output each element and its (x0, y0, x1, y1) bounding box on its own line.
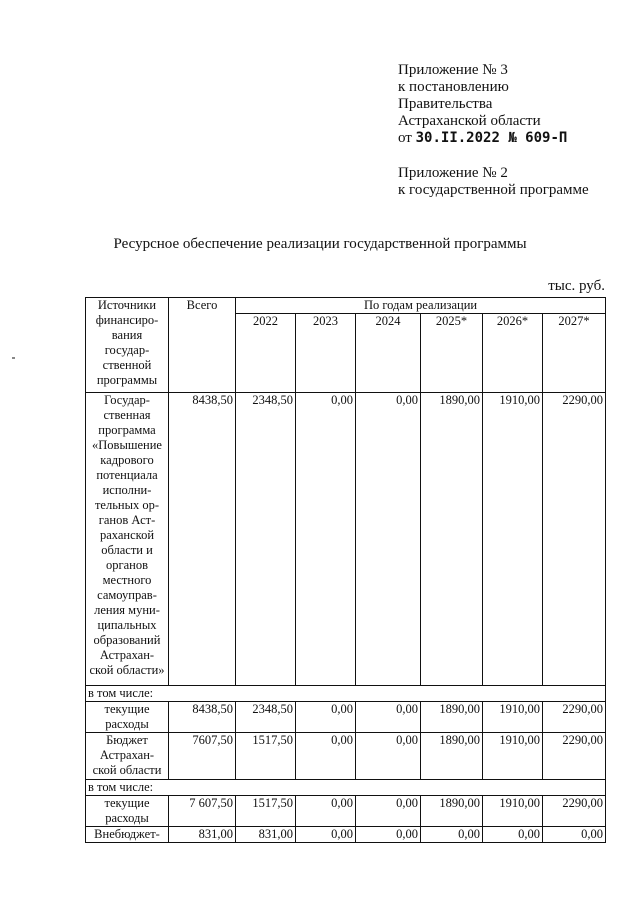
header-total: Всего (169, 298, 236, 393)
header-source: Источники финансиро-вания государ-ственной программы (86, 298, 169, 393)
row-value: 1890,00 (421, 702, 483, 733)
row-value: 0,00 (356, 796, 421, 827)
row-total: 8438,50 (169, 702, 236, 733)
margin-dot (12, 357, 15, 359)
row-value: 2290,00 (543, 733, 606, 780)
table-row-note (86, 686, 606, 702)
row-value: 0,00 (421, 827, 483, 843)
row-value: 1517,50 (236, 733, 296, 780)
row-value: 2290,00 (543, 702, 606, 733)
table-row (86, 733, 606, 780)
table-row (86, 827, 606, 843)
row-value: 2290,00 (543, 796, 606, 827)
resource-table (85, 297, 606, 843)
header-year: 2026* (483, 314, 543, 393)
row-value: 831,00 (236, 827, 296, 843)
row-value: 1910,00 (483, 733, 543, 780)
document-title: Ресурсное обеспечение реализации государственной программы (113, 236, 527, 252)
row-value: 0,00 (483, 827, 543, 843)
row-value: 0,00 (296, 733, 356, 780)
row-value: 0,00 (356, 733, 421, 780)
row-label: Бюджет Астрахан-ской области (86, 733, 169, 780)
row-total: 8438,50 (169, 393, 236, 686)
row-label: текущие расходы (86, 796, 169, 827)
annex-3-block (398, 62, 567, 147)
row-value: 0,00 (356, 702, 421, 733)
row-label: Государ-ственная программа «Повышение кадрового потенциала исполни-тельных ор-ганов Аст-раханской области и органов местного самоуправ-ления муни-ципальных образований Астрахан-ской области» (86, 393, 169, 686)
row-value: 0,00 (296, 796, 356, 827)
annex-2-line2: к государственной программе (398, 182, 589, 198)
row-value: 1910,00 (483, 796, 543, 827)
table-row (86, 796, 606, 827)
header-year: 2024 (356, 314, 421, 393)
annex-3-date (398, 130, 567, 147)
annex-2-title: Приложение № 2 (398, 165, 508, 181)
note-including: в том числе: (86, 686, 606, 702)
row-value: 1910,00 (483, 393, 543, 686)
header-year: 2025* (421, 314, 483, 393)
row-value: 2290,00 (543, 393, 606, 686)
row-value: 1890,00 (421, 393, 483, 686)
header-by-years: По годам реализации (236, 298, 606, 314)
annex-3-title: Приложение № 3 (398, 62, 508, 78)
note-including: в том числе: (86, 780, 606, 796)
header-year: 2022 (236, 314, 296, 393)
annex-2-block (398, 165, 589, 199)
table-row (86, 393, 606, 686)
row-label: Внебюджет- (86, 827, 169, 843)
row-total: 831,00 (169, 827, 236, 843)
row-value: 1890,00 (421, 733, 483, 780)
annex-3-line4: Астраханской области (398, 113, 541, 129)
header-row-1 (86, 298, 606, 314)
header-year: 2027* (543, 314, 606, 393)
row-value: 0,00 (296, 702, 356, 733)
row-value: 0,00 (543, 827, 606, 843)
table-row-note (86, 780, 606, 796)
row-total: 7607,50 (169, 733, 236, 780)
row-value: 1890,00 (421, 796, 483, 827)
table-row (86, 702, 606, 733)
annex-3-line2: к постановлению (398, 79, 509, 95)
row-value: 0,00 (356, 393, 421, 686)
row-label: текущие расходы (86, 702, 169, 733)
row-value: 2348,50 (236, 702, 296, 733)
row-value: 0,00 (296, 393, 356, 686)
header-year: 2023 (296, 314, 356, 393)
units-label: тыс. руб. (548, 278, 605, 294)
row-value: 1517,50 (236, 796, 296, 827)
row-value: 0,00 (356, 827, 421, 843)
row-value: 0,00 (296, 827, 356, 843)
row-value: 1910,00 (483, 702, 543, 733)
date-prefix: от (398, 130, 412, 146)
row-value: 2348,50 (236, 393, 296, 686)
annex-3-line3: Правительства (398, 96, 493, 112)
row-total: 7 607,50 (169, 796, 236, 827)
date-stamp: 30.II.2022 № 609-П (415, 130, 568, 146)
